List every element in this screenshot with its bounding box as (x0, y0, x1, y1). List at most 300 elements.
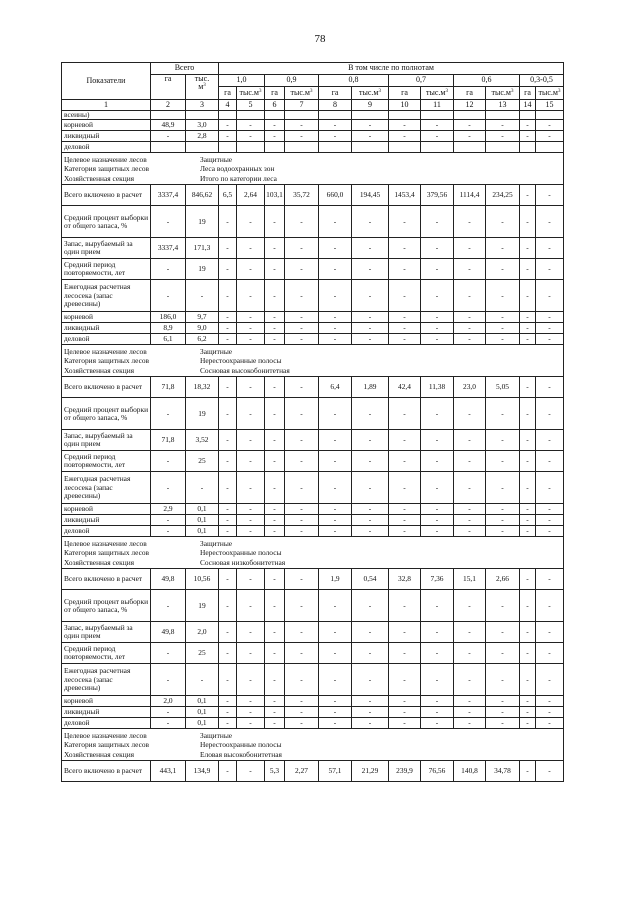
table-cell: - (265, 377, 285, 398)
table-cell: - (186, 472, 219, 504)
purpose-line-section (64, 558, 561, 568)
table-cell: - (319, 238, 352, 259)
table-cell (536, 142, 564, 153)
table-row (62, 664, 564, 696)
purpose-line-purpose (64, 155, 561, 165)
purpose-value: Итого по категории леса (200, 173, 277, 183)
table-cell: - (219, 707, 237, 718)
purpose-value: Сосновая высокобонитетная (200, 365, 290, 375)
table-cell (352, 142, 389, 153)
table-cell: - (265, 451, 285, 472)
table-cell: - (520, 451, 536, 472)
table-cell: - (520, 238, 536, 259)
row-label: Средний период повторяемости, лет (62, 259, 151, 280)
table-cell: - (319, 643, 352, 664)
table-cell: - (151, 526, 186, 537)
table-cell: 2,27 (285, 761, 319, 782)
table-cell: - (352, 398, 389, 430)
table-cell: - (285, 515, 319, 526)
table-cell: 2,9 (151, 504, 186, 515)
table-cell: - (237, 334, 265, 345)
table-cell: - (352, 707, 389, 718)
purpose-key: Хозяйственная секция (64, 749, 135, 759)
unit-thous-m3-header: $тыс.м^3$ (421, 87, 454, 100)
table-cell: - (237, 259, 265, 280)
table-cell: 134,9 (186, 761, 219, 782)
table-cell: 25 (186, 451, 219, 472)
table-cell: - (285, 622, 319, 643)
table-row (62, 111, 564, 120)
allowable-cut-table (61, 62, 564, 782)
row-label: Средний период повторяемости, лет (62, 643, 151, 664)
table-cell: - (486, 472, 520, 504)
purpose-key: Категория защитных лесов (64, 356, 150, 366)
purpose-block (62, 345, 564, 377)
table-cell: - (285, 312, 319, 323)
table-cell: - (536, 643, 564, 664)
table-cell: - (520, 696, 536, 707)
table-cell: - (421, 451, 454, 472)
table-cell: 19 (186, 398, 219, 430)
table-cell: - (319, 707, 352, 718)
purpose-cell (62, 345, 564, 377)
table-cell: 0,1 (186, 696, 219, 707)
table-cell: - (265, 526, 285, 537)
table-cell: - (265, 280, 285, 312)
table-cell: 42,4 (389, 377, 421, 398)
table-cell: - (319, 398, 352, 430)
table-cell: - (454, 696, 486, 707)
table-cell: 379,56 (421, 185, 454, 206)
row-label: Средний период повторяемости, лет (62, 451, 151, 472)
table-cell: 49,8 (151, 622, 186, 643)
table-cell: - (520, 718, 536, 729)
row-label: деловой (62, 718, 151, 729)
purpose-line-purpose (64, 731, 561, 741)
table-cell (237, 142, 265, 153)
table-cell: 15,1 (454, 569, 486, 590)
table-cell: - (486, 515, 520, 526)
table-cell: - (536, 696, 564, 707)
table-cell: - (536, 120, 564, 131)
table-row (62, 206, 564, 238)
unit-thous-m3-header: $тыс.м^3$ (237, 87, 265, 100)
table-cell: - (219, 451, 237, 472)
table-cell: - (265, 504, 285, 515)
table-cell: - (421, 312, 454, 323)
table-cell: - (265, 569, 285, 590)
table-cell: - (486, 526, 520, 537)
purpose-cell (62, 153, 564, 185)
table-cell: - (352, 259, 389, 280)
purpose-line-category (64, 164, 561, 174)
table-cell: - (536, 451, 564, 472)
table-cell: - (520, 377, 536, 398)
table-cell: - (237, 238, 265, 259)
table-cell: - (486, 590, 520, 622)
table-cell: - (285, 526, 319, 537)
table-cell: - (389, 515, 421, 526)
table-cell: - (389, 451, 421, 472)
table-cell: - (237, 206, 265, 238)
table-cell (219, 111, 237, 120)
header-row-1 (62, 63, 564, 75)
table-cell: - (285, 323, 319, 334)
table-cell: - (237, 696, 265, 707)
table-cell: - (219, 696, 237, 707)
row-label: Средний процент выборки от общего запаса, % (62, 590, 151, 622)
table-cell (454, 111, 486, 120)
table-cell: - (352, 312, 389, 323)
table-row (62, 120, 564, 131)
total-thous-m3-header: тыс. $м^3$ (186, 75, 219, 100)
table-cell: - (486, 259, 520, 280)
table-cell: - (520, 280, 536, 312)
table-cell: - (536, 430, 564, 451)
table-cell: - (536, 259, 564, 280)
table-cell: - (486, 622, 520, 643)
table-cell (389, 111, 421, 120)
table-cell: 9,7 (186, 312, 219, 323)
table-row (62, 131, 564, 142)
table-cell: 0,54 (352, 569, 389, 590)
table-row (62, 515, 564, 526)
table-cell: - (352, 696, 389, 707)
table-row (62, 430, 564, 451)
unit-ha-header: га (219, 87, 237, 100)
table-cell: - (536, 323, 564, 334)
table-cell: - (389, 718, 421, 729)
column-number: 2 (151, 100, 186, 111)
table-cell: - (486, 334, 520, 345)
table-cell: - (352, 622, 389, 643)
table-cell: 846,62 (186, 185, 219, 206)
table-cell: - (389, 622, 421, 643)
row-label: деловой (62, 334, 151, 345)
table-cell: 3,52 (186, 430, 219, 451)
table-cell: - (237, 504, 265, 515)
table-cell: 660,0 (319, 185, 352, 206)
density-6: 0,3-0,5 (520, 75, 564, 87)
table-cell: - (389, 259, 421, 280)
table-cell: - (421, 398, 454, 430)
table-cell (486, 142, 520, 153)
table-cell: - (520, 622, 536, 643)
table-row (62, 185, 564, 206)
table-cell: - (536, 238, 564, 259)
table-cell: - (454, 526, 486, 537)
table-cell: - (520, 334, 536, 345)
purpose-key: Хозяйственная секция (64, 365, 135, 375)
table-cell: - (454, 643, 486, 664)
table-cell: - (237, 761, 265, 782)
table-cell: 140,8 (454, 761, 486, 782)
unit-thous-m3-header: $тыс.м^3$ (352, 87, 389, 100)
table-cell: - (219, 664, 237, 696)
purpose-key: Категория защитных лесов (64, 740, 150, 750)
table-cell: 2,64 (237, 185, 265, 206)
table-cell: - (520, 515, 536, 526)
column-number: 10 (389, 100, 421, 111)
table-cell: - (520, 206, 536, 238)
table-cell: - (536, 718, 564, 729)
table-cell: - (454, 120, 486, 131)
table-cell: - (237, 430, 265, 451)
table-cell: - (352, 206, 389, 238)
table-cell: - (421, 504, 454, 515)
table-cell (454, 142, 486, 153)
column-number: 9 (352, 100, 389, 111)
table-cell: 35,72 (285, 185, 319, 206)
purpose-block (62, 153, 564, 185)
table-cell: - (486, 131, 520, 142)
table-cell: - (319, 718, 352, 729)
table-cell: - (219, 622, 237, 643)
column-number: 14 (520, 100, 536, 111)
table-row (62, 643, 564, 664)
table-row (62, 280, 564, 312)
table-cell: - (237, 323, 265, 334)
table-cell: - (454, 664, 486, 696)
row-label: Средний процент выборки от общего запаса, % (62, 206, 151, 238)
table-cell: 34,78 (486, 761, 520, 782)
table-cell: - (389, 472, 421, 504)
page-number: 78 (314, 33, 326, 45)
table-cell: - (536, 398, 564, 430)
table-cell: - (219, 280, 237, 312)
table-row (62, 707, 564, 718)
table-cell: - (520, 590, 536, 622)
row-label: Всего включено в расчет (62, 569, 151, 590)
table-cell: 49,8 (151, 569, 186, 590)
density-2: 0,9 (265, 75, 319, 87)
table-cell: 57,1 (319, 761, 352, 782)
table-cell: - (454, 259, 486, 280)
table-cell: - (486, 696, 520, 707)
table-row (62, 312, 564, 323)
table-cell: - (389, 238, 421, 259)
table-row (62, 377, 564, 398)
table-cell: - (265, 323, 285, 334)
table-cell: - (265, 120, 285, 131)
table-cell (186, 142, 219, 153)
table-cell: - (536, 185, 564, 206)
table-cell: 194,45 (352, 185, 389, 206)
unit-ha-header: га (319, 87, 352, 100)
table-cell: - (151, 206, 186, 238)
table-cell (186, 111, 219, 120)
by-density-header: В том числе по полнотам (219, 63, 564, 75)
table-cell: - (520, 120, 536, 131)
table-cell: - (421, 131, 454, 142)
row-label: Всего включено в расчет (62, 761, 151, 782)
table-cell: - (237, 472, 265, 504)
table-cell: - (319, 334, 352, 345)
table-cell: 19 (186, 259, 219, 280)
table-cell: - (151, 590, 186, 622)
table-cell: - (265, 238, 285, 259)
table-cell: - (151, 451, 186, 472)
table-cell: 23,0 (454, 377, 486, 398)
table-cell: 71,8 (151, 377, 186, 398)
table-cell: - (421, 696, 454, 707)
table-cell: - (265, 718, 285, 729)
total-header: Всего (151, 63, 219, 75)
purpose-value: Нерестоохранные полосы (200, 740, 282, 750)
table-cell: - (454, 718, 486, 729)
table-cell: - (219, 761, 237, 782)
table-cell: - (352, 504, 389, 515)
purpose-cell (62, 537, 564, 569)
column-number: 3 (186, 100, 219, 111)
table-cell: 1,89 (352, 377, 389, 398)
table-row (62, 590, 564, 622)
table-cell: - (151, 280, 186, 312)
table-cell (151, 142, 186, 153)
table-cell: - (265, 622, 285, 643)
table-cell: 10,56 (186, 569, 219, 590)
table-cell: - (520, 664, 536, 696)
table-cell: - (151, 259, 186, 280)
table-cell: 2,0 (186, 622, 219, 643)
row-label: деловой (62, 142, 151, 153)
table-cell: 6,1 (151, 334, 186, 345)
row-label: всеины) (62, 111, 151, 120)
table-cell: 5,3 (265, 761, 285, 782)
table-cell: - (219, 334, 237, 345)
table-cell: - (285, 334, 319, 345)
purpose-key: Категория защитных лесов (64, 164, 150, 174)
table-cell: - (352, 643, 389, 664)
purpose-line-section (64, 174, 561, 184)
table-cell: - (454, 515, 486, 526)
column-number: 6 (265, 100, 285, 111)
table-cell: - (536, 377, 564, 398)
row-label: Запас, вырубаемый за один прием (62, 238, 151, 259)
table-cell: - (265, 664, 285, 696)
table-cell: - (421, 526, 454, 537)
table-cell: 19 (186, 206, 219, 238)
table-cell (389, 142, 421, 153)
density-3: 0,8 (319, 75, 389, 87)
column-number: 8 (319, 100, 352, 111)
table-cell: - (319, 664, 352, 696)
table-cell: - (421, 718, 454, 729)
column-numbers-row (62, 100, 564, 111)
row-label: Всего включено в расчет (62, 185, 151, 206)
table-cell: - (520, 398, 536, 430)
table-cell: - (186, 280, 219, 312)
table-cell: - (486, 504, 520, 515)
purpose-value: Леса водоохранных зон (200, 164, 275, 174)
table-cell: - (319, 131, 352, 142)
unit-thous-m3-header: $тыс.м^3$ (536, 87, 564, 100)
table-cell: - (389, 131, 421, 142)
table-row (62, 398, 564, 430)
purpose-block (62, 537, 564, 569)
table-cell: 0,1 (186, 515, 219, 526)
table-cell (486, 111, 520, 120)
table-cell: - (352, 238, 389, 259)
purpose-line-purpose (64, 539, 561, 549)
table-cell: - (389, 312, 421, 323)
row-label: корневой (62, 504, 151, 515)
table-cell: - (319, 590, 352, 622)
table-cell: - (421, 515, 454, 526)
table-cell: 6,5 (219, 185, 237, 206)
table-cell (237, 111, 265, 120)
table-cell: 6,2 (186, 334, 219, 345)
table-cell: - (454, 504, 486, 515)
table-cell: - (389, 323, 421, 334)
table-cell: - (389, 643, 421, 664)
table-cell: - (319, 206, 352, 238)
table-cell: - (265, 334, 285, 345)
table-cell: - (237, 526, 265, 537)
table-cell: - (536, 334, 564, 345)
table-cell: - (219, 526, 237, 537)
table-cell (151, 111, 186, 120)
table-cell: - (151, 664, 186, 696)
table-cell: - (219, 259, 237, 280)
table-cell: - (486, 664, 520, 696)
purpose-key: Целевое назначение лесов (64, 346, 147, 356)
table-cell: - (352, 120, 389, 131)
table-cell: - (352, 131, 389, 142)
density-1: 1,0 (219, 75, 265, 87)
table-cell: - (219, 238, 237, 259)
table-row (62, 451, 564, 472)
table-cell: - (421, 259, 454, 280)
table-cell: - (536, 280, 564, 312)
table-row (62, 569, 564, 590)
table-cell: - (237, 707, 265, 718)
column-number: 5 (237, 100, 265, 111)
table-cell (285, 142, 319, 153)
table-cell: - (285, 643, 319, 664)
table-cell: 21,29 (352, 761, 389, 782)
table-row (62, 323, 564, 334)
purpose-key: Хозяйственная секция (64, 557, 135, 567)
table-cell: - (421, 643, 454, 664)
table-row (62, 259, 564, 280)
table-cell: - (237, 120, 265, 131)
purpose-value: Еловая высокобонитетная (200, 749, 282, 759)
table-cell: - (520, 131, 536, 142)
table-cell: - (536, 526, 564, 537)
table-cell: - (486, 643, 520, 664)
table-cell: - (454, 323, 486, 334)
table-cell: 32,8 (389, 569, 421, 590)
table-cell: - (319, 451, 352, 472)
table-cell: - (219, 131, 237, 142)
table-cell: - (454, 398, 486, 430)
table-cell: 239,9 (389, 761, 421, 782)
table-cell: - (285, 664, 319, 696)
table-cell: - (421, 707, 454, 718)
table-cell: 18,32 (186, 377, 219, 398)
table-cell: - (151, 398, 186, 430)
table-cell: - (319, 696, 352, 707)
row-label: ликвидный (62, 323, 151, 334)
table-cell: 3337,4 (151, 238, 186, 259)
table-cell: - (285, 398, 319, 430)
table-cell: - (352, 590, 389, 622)
table-cell: 9,0 (186, 323, 219, 334)
table-cell: - (352, 323, 389, 334)
table-cell: - (265, 515, 285, 526)
table-cell: - (389, 707, 421, 718)
